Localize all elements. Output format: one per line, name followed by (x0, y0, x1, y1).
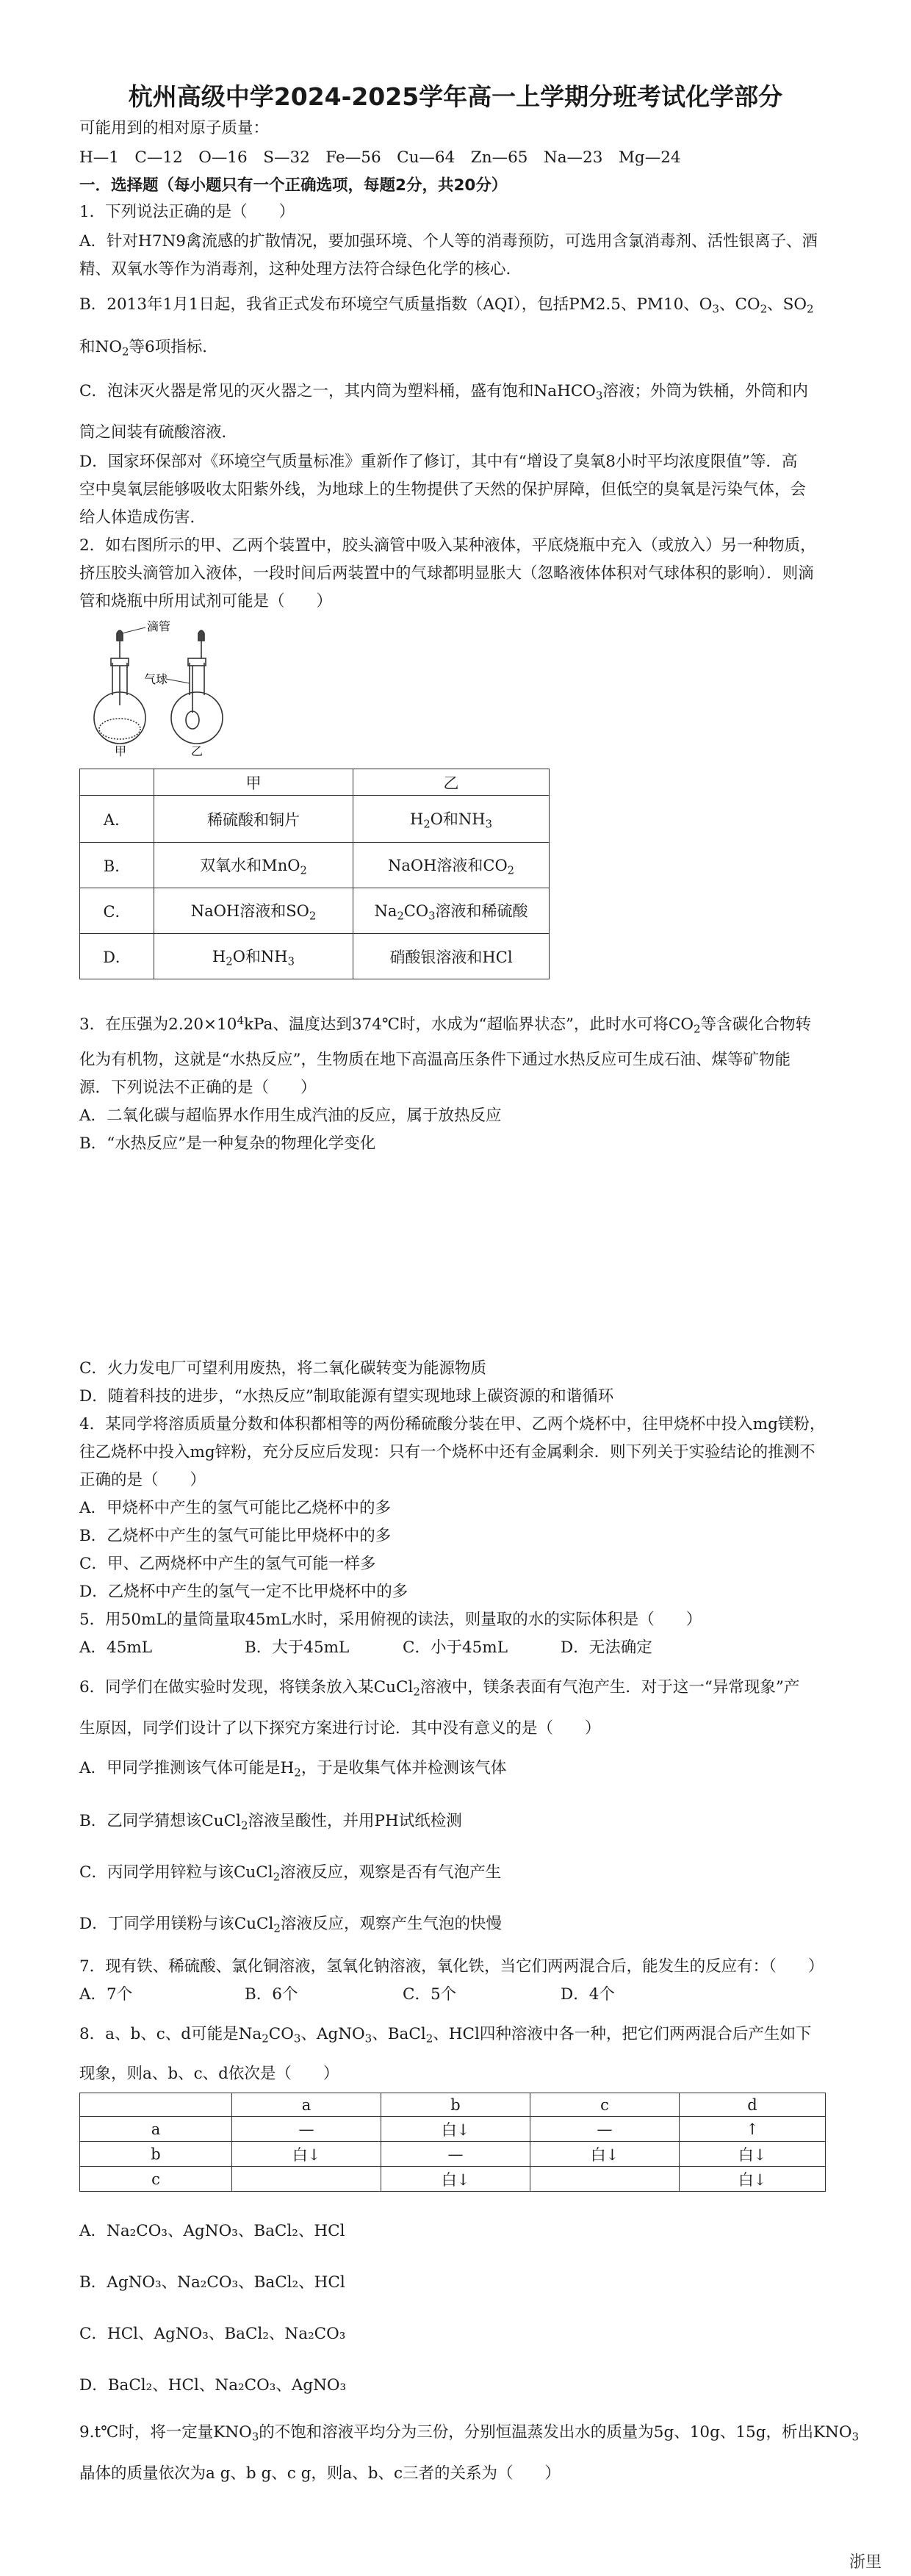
yi-flask (171, 630, 223, 744)
table-row: B． 双氧水和MnO$_2$ NaOH溶液和$CO_2$ (80, 843, 550, 888)
balloon-icon (186, 711, 199, 729)
q6-option-c: C．丙同学用锌粒与该CuCl$_2$溶液反应，观察是否有气泡产生 (79, 1863, 502, 1884)
q2-stem-line3: 管和烧瓶中所用试剂可能是（ ） (79, 592, 333, 611)
q2-options-table (79, 769, 550, 979)
q3-stem-line3: 源．下列说法不正确的是（ ） (79, 1079, 317, 1097)
q4-option-d: D．乙烧杯中产生的氢气一定不比甲烧杯中的多 (79, 1583, 408, 1601)
q3-option-b: B．“水热反应”是一种复杂的物理化学变化 (79, 1134, 376, 1153)
atomic-mass-list: H—1 C—12 O—16 S—32 Fe—56 Cu—64 Zn—65 Na—23 Mg—24 (79, 148, 681, 167)
q4-option-a: A．甲烧杯中产生的氢气可能比乙烧杯中的多 (79, 1499, 392, 1517)
apparatus-figure (79, 619, 256, 758)
q4-stem-line2: 往乙烧杯中投入mg锌粉，充分反应后发现：只有一个烧杯中还有金属剩余．则下列关于实验结论的推测不 (79, 1443, 815, 1461)
q6-option-a: A．甲同学推测该气体可能是$H_2$，于是收集气体并检测该气体 (79, 1759, 507, 1780)
q3-option-c: C．火力发电厂可望利用废热，将二氧化碳转变为能源物质 (79, 1359, 486, 1378)
q8-option-b: B．AgNO₃、Na₂CO₃、BaCl₂、HCl (79, 2273, 345, 2292)
q3-option-d: D．随着科技的进步，“水热反应”制取能源有望实现地球上碳资源的和谐循环 (79, 1387, 614, 1406)
q8-option-a: A．Na₂CO₃、AgNO₃、BaCl₂、HCl (79, 2222, 345, 2240)
q7-stem: 7．现有铁、稀硫酸、氯化铜溶液，氢氧化钠溶液，氧化铁，当它们两两混合后，能发生的反应有：（ ） (79, 1957, 824, 1976)
table-row: D． $H_2O$和$NH_3$ 硝酸银溶液和HCl (80, 934, 550, 979)
q4-stem-line3: 正确的是（ ） (79, 1471, 206, 1489)
q2-stem-line1: 2．如右图所示的甲、乙两个装置中，胶头滴管中吸入某种液体，平底烧瓶中充入（或放入）另一种物质， (79, 536, 816, 555)
q8-stem-line2: 现象，则a、b、c、d依次是（ ） (79, 2065, 339, 2083)
table-header-row: a b c d (80, 2093, 826, 2117)
q5-stem: 5．用50mL的量筒量取45mL水时，采用俯视的读法，则量取的水的实际体积是（ ） (79, 1611, 702, 1629)
label-dropper: 滴管 (147, 619, 171, 633)
q8-stem-line1: 8．a、b、c、d可能是$Na_2CO_3$、AgNO$_3$、BaCl$_2$、HCl四种溶液中各一种，把它们两两混合后产生如下 (79, 2025, 812, 2046)
q2-stem-line2: 挤压胶头滴管加入液体，一段时间后两装置中的气球都明显胀大（忽略液体体积对气球体积的影响）．则滴 (79, 564, 814, 583)
table-row: a — 白↓ — ↑ (80, 2117, 826, 2142)
table-row: c 白↓ 白↓ (80, 2167, 826, 2192)
q1-option-a-line2: 精、双氧水等作为消毒剂，这种处理方法符合绿色化学的核心． (79, 260, 522, 278)
q9-stem-line2: 晶体的质量依次为a g、b g、c g，则a、b、c三者的关系为（ ） (79, 2464, 561, 2483)
q3-option-a: A．二氧化碳与超临界水作用生成汽油的反应，属于放热反应 (79, 1107, 502, 1125)
q1-option-a-line1: A．针对H7N9禽流感的扩散情况，要加强环境、个人等的消毒预防，可选用含氯消毒剂、活性银离子、酒 (79, 232, 818, 251)
q1-option-c-line1: C．泡沫灭火器是常见的灭火器之一，其内筒为塑料桶，盛有饱和NaHCO$_3$溶液；外筒为铁桶，外筒和内 (79, 382, 809, 403)
page-title: 杭州高级中学2024-2025学年高一上学期分班考试化学部分 (128, 82, 783, 111)
q1-option-c-line2: 筒之间装有硫酸溶液． (79, 423, 238, 442)
q1-option-b-line2: 和$NO_2$等6项指标． (79, 338, 218, 359)
q3-stem-line2: 化为有机物，这就是“水热反应”，生物质在地下高温高压条件下通过水热反应可生成石油、煤等矿物能 (79, 1051, 791, 1069)
table-row: A． 稀硫酸和铜片 $H_2O$和$NH_3$ (80, 796, 550, 843)
table-header-row: 甲 乙 (80, 769, 550, 796)
q1-option-d-line3: 给人体造成伤害． (79, 508, 206, 527)
label-jia: 甲 (115, 744, 127, 758)
q1-option-d-line1: D．国家环保部对《环境空气质量标准》重新作了修订，其中有“增设了臭氧8小时平均浓度限值”等．高 (79, 453, 798, 471)
exam-page: 杭州高级中学2024-2025学年高一上学期分班考试化学部分 可能用到的相对原子质量： H—1 C—12 O—16 S—32 Fe—56 Cu—64 Zn—65 Na—23 Mg—24 一．选择题（每小题只有一个正确选项，每题2分，共20分） 1．下列说法正确的是（ ） A．针对H7N9禽流感的扩散情况，要加强环境、个人等的消毒预防，可选用含氯消毒剂、活性银离子、酒 精、双氧水等作为消毒剂，这种处理方法符合绿色化学的核心． B．2013年1月1日起，我省正式发布环境空气质量指数（AQI），包括PM2.5、PM10、$O_3$、$CO_2$、$SO_2$ 和$NO_2$等6项指标． C．泡沫灭火器是常见的灭火器之一，其内筒为塑料桶，盛有饱和NaHCO$_3$溶液；外筒为铁桶，外筒和内 筒之间装有硫酸溶液． D．国家环保部对《环境空气质量标准》重新作了修订，其中有“增设了臭氧8小时平均浓度限值”等．高 空中臭氧层能够吸收太阳紫外线，为地球上的生物提供了天然的保护屏障，但低空的臭氧是污染气体，会 给人体造成伤害． 2．如右图所示的甲、乙两个装置中，胶头滴管中吸入某种液体，平底烧瓶中充入（或放入）另一种物质， 挤压胶头滴管加入液体，一段时间后两装置中的气球都明显胀大（忽略液体体积对气球体积的影响）．则滴 管和烧瓶中所用试剂可能是（ ） 滴管 气球 甲 乙 甲 乙 A． 稀硫酸和铜片 $H_2O$和$NH_3$ B． 双氧水和MnO$_2$ NaOH溶液和$CO_2$ C． NaOH溶液和$SO_2$ $Na_2CO_3$溶液和稀硫酸 D． $H_2O$和$NH_3$ 硝酸银溶液和HCl 3．在压强为$2.20\times 10^4kPa$、温度达到374℃时，水成为“超临界状态”，此时水可将$CO_2$等含碳化合物转 化为有机物，这就是“水热反应”，生物质在地下高温高压条件下通过水热反应可生成石油、煤等矿物能 源．下列说法不正确的是（ ） A．二氧化碳与超临界水作用生成汽油的反应，属于放热反应 B．“水热反应”是一种复杂的物理化学变化 C．火力发电厂可望利用废热，将二氧化碳转变为能源物质 D．随着科技的进步，“水热反应”制取能源有望实现地球上碳资源的和谐循环 4．某同学将溶质质量分数和体积都相等的两份稀硫酸分装在甲、乙两个烧杯中，往甲烧杯中投入mg镁粉， 往乙烧杯中投入mg锌粉，充分反应后发现：只有一个烧杯中还有金属剩余．则下列关于实验结论的推测不 正确的是（ ） A．甲烧杯中产生的氢气可能比乙烧杯中的多 B．乙烧杯中产生的氢气可能比甲烧杯中的多 C．甲、乙两烧杯中产生的氢气可能一样多 D．乙烧杯中产生的氢气一定不比甲烧杯中的多 5．用50mL的量筒量取45mL水时，采用俯视的读法，则量取的水的实际体积是（ ） A．45mL B．大于45mL C．小于45mL D．无法确定 6．同学们在做实验时发现，将镁条放入某CuCl$_2$溶液中，镁条表面有气泡产生．对于这一“异常现象”产 生原因，同学们设计了以下探究方案进行讨论．其中没有意义的是（ ） A．甲同学推测该气体可能是$H_2$，于是收集气体并检测该气体 B．乙同学猜想该CuCl$_2$溶液呈酸性，并用PH试纸检测 C．丙同学用锌粒与该CuCl$_2$溶液反应，观察是否有气泡产生 D．丁同学用镁粉与该CuCl$_2$溶液反应，观察产生气泡的快慢 7．现有铁、稀硫酸、氯化铜溶液，氢氧化钠溶液，氧化铁，当它们两两混合后，能发生的反应有：（ ） A．7个 B．6个 C．5个 D．4个 8．a、b、c、d可能是$Na_2CO_3$、AgNO$_3$、BaCl$_2$、HCl四种溶液中各一种，把它们两两混合后产生如下 现象，则a、b、c、d依次是（ ） a b c d a — 白↓ — ↑ b 白↓ — 白↓ 白↓ c 白↓ 白↓ A．Na₂CO₃、AgNO₃、BaCl₂、HCl B．AgNO₃、Na₂CO₃、BaCl₂、HCl C．HCl、AgNO₃、BaCl₂、Na₂CO₃ D．BaCl₂、HCl、Na₂CO₃、AgNO₃ 9.t℃时，将一定量$KNO_3$的不饱和溶液平均分为三份，分别恒温蒸发出水的质量为5g、10g、15g，析出$KNO_3$ 晶体的质量依次为a g、b g、c g，则a、b、c三者的关系为（ ） 浙里 (0, 0, 911, 2576)
label-yi: 乙 (191, 744, 204, 758)
q8-option-d: D．BaCl₂、HCl、Na₂CO₃、AgNO₃ (79, 2376, 347, 2395)
q3-stem-line1: 3．在压强为$2.20\times 10^4kPa$、温度达到374℃时，水成为“超临界状态”，此时水可将$CO_2$等含碳化合物转 (79, 1014, 812, 1036)
q1-option-d-line2: 空中臭氧层能够吸收太阳紫外线，为地球上的生物提供了天然的保护屏障，但低空的臭氧是污染气体，会 (79, 481, 807, 499)
label-balloon: 气球 (144, 672, 168, 686)
q4-option-b: B．乙烧杯中产生的氢气可能比甲烧杯中的多 (79, 1527, 392, 1545)
atomic-mass-intro: 可能用到的相对原子质量： (79, 119, 270, 137)
q1-option-b-line1: B．2013年1月1日起，我省正式发布环境空气质量指数（AQI），包括PM2.5、PM10、$O_3$、$CO_2$、$SO_2$ (79, 295, 814, 316)
q9-stem-line1: 9.t℃时，将一定量$KNO_3$的不饱和溶液平均分为三份，分别恒温蒸发出水的质量为5g、10g、15g，析出$KNO_3$ (79, 2423, 860, 2444)
q6-stem-line1: 6．同学们在做实验时发现，将镁条放入某CuCl$_2$溶液中，镁条表面有气泡产生．对于这一“异常现象”产 (79, 1678, 800, 1699)
table-row: C． NaOH溶液和$SO_2$ $Na_2CO_3$溶液和稀硫酸 (80, 888, 550, 934)
q6-option-d: D．丁同学用镁粉与该CuCl$_2$溶液反应，观察产生气泡的快慢 (79, 1915, 502, 1935)
q6-stem-line2: 生原因，同学们设计了以下探究方案进行讨论．其中没有意义的是（ ） (79, 1719, 601, 1738)
section-header: 一．选择题（每小题只有一个正确选项，每题2分，共20分） (79, 176, 508, 195)
q8-option-c: C．HCl、AgNO₃、BaCl₂、Na₂CO₃ (79, 2325, 346, 2343)
q8-reaction-table (79, 2093, 826, 2192)
q4-stem-line1: 4．某同学将溶质质量分数和体积都相等的两份稀硫酸分装在甲、乙两个烧杯中，往甲烧杯中投入mg镁粉， (79, 1415, 826, 1433)
q6-option-b: B．乙同学猜想该CuCl$_2$溶液呈酸性，并用PH试纸检测 (79, 1812, 462, 1832)
jia-flask (94, 630, 145, 744)
q1-stem: 1．下列说法正确的是（ ） (79, 203, 295, 221)
table-row: b 白↓ — 白↓ 白↓ (80, 2142, 826, 2167)
q4-option-c: C．甲、乙两烧杯中产生的氢气可能一样多 (79, 1555, 376, 1573)
page-footer: 浙里 (849, 2553, 882, 2572)
